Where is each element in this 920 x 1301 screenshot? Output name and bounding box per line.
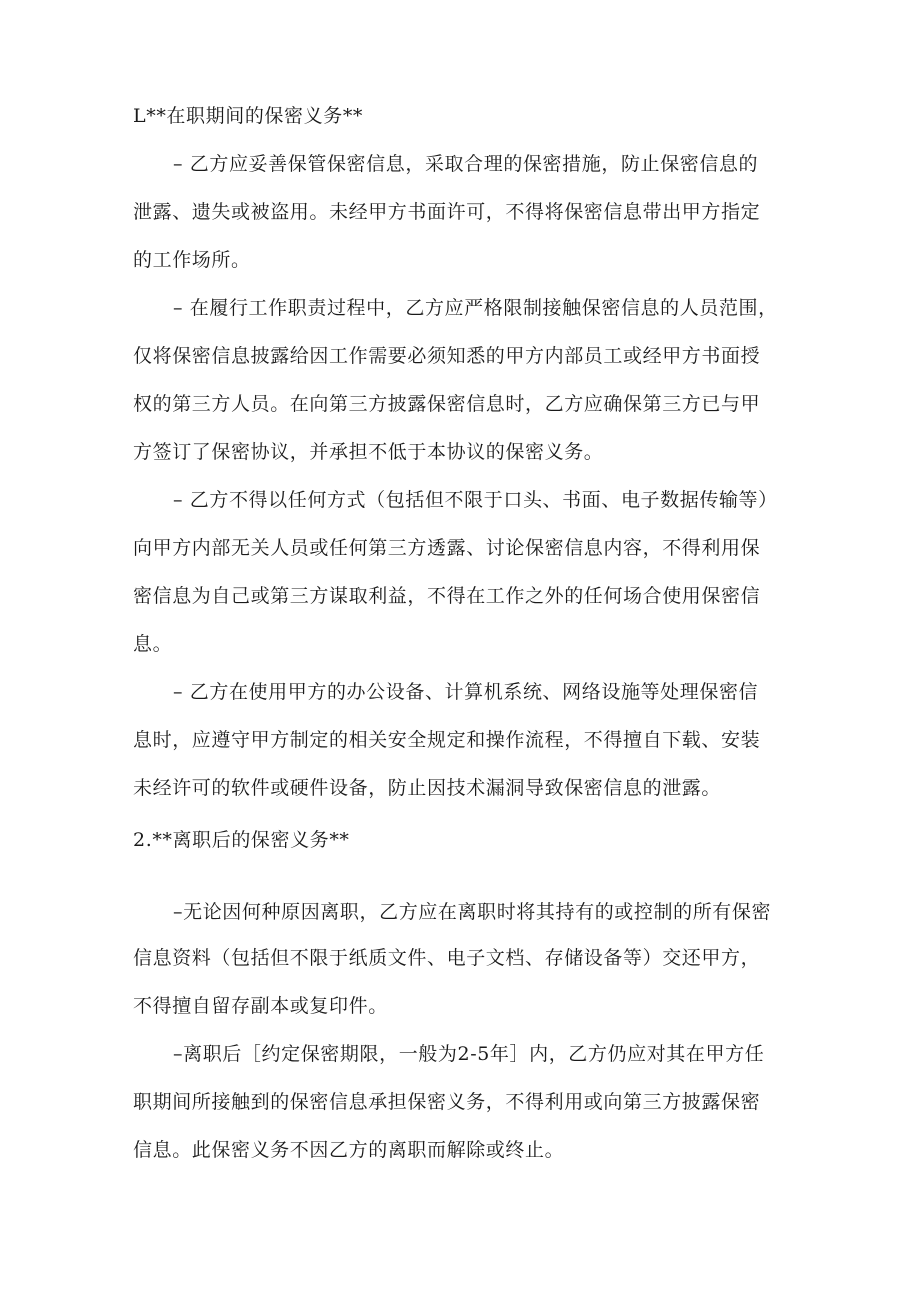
paragraph-line: 仅将保密信息披露给因工作需要必须知悉的甲方内部员工或经甲方书面授 — [133, 345, 761, 367]
paragraph-line: 信息资料（包括但不限于纸质文件、电子文档、存储设备等）交还甲方， — [133, 947, 761, 969]
paragraph-line: – 在履行工作职责过程中，乙方应严格限制接触保密信息的人员范围， — [173, 297, 778, 319]
paragraph-line: 泄露、遗失或被盗用。未经甲方书面许可，不得将保密信息带出甲方指定 — [133, 201, 761, 223]
paragraph-line: 未经许可的软件或硬件设备，防止因技术漏洞导致保密信息的泄露。 — [133, 777, 722, 799]
paragraph-line: 不得擅自留存副本或复印件。 — [133, 995, 388, 1017]
paragraph-line: 的工作场所。 — [133, 249, 251, 271]
paragraph-line: – 乙方应妥善保管保密信息，采取合理的保密措施，防止保密信息的 — [173, 153, 759, 175]
section-heading: L**在职期间的保密义务** — [133, 105, 364, 127]
paragraph-line: 息时，应遵守甲方制定的相关安全规定和操作流程，不得擅自下载、安装 — [133, 729, 761, 751]
paragraph-line: – 乙方在使用甲方的办公设备、计算机系统、网络设施等处理保密信 — [173, 681, 759, 703]
paragraph-line: 信息。此保密义务不因乙方的离职而解除或终止。 — [133, 1139, 565, 1161]
paragraph-line: –无论因何种原因离职，乙方应在离职时将其持有的或控制的所有保密 — [173, 901, 772, 923]
paragraph-line: 权的第三方人员。在向第三方披露保密信息时，乙方应确保第三方已与甲 — [133, 393, 761, 415]
paragraph-line: – 乙方不得以任何方式（包括但不限于口头、书面、电子数据传输等） — [173, 489, 778, 511]
paragraph-line: 密信息为自己或第三方谋取利益，不得在工作之外的任何场合使用保密信 — [133, 585, 761, 607]
paragraph-line: –离职后［约定保密期限，一般为2-5年］内，乙方仍应对其在甲方任 — [173, 1043, 765, 1065]
paragraph-line: 向甲方内部无关人员或任何第三方透露、讨论保密信息内容，不得利用保 — [133, 537, 761, 559]
paragraph-line: 方签订了保密协议，并承担不低于本协议的保密义务。 — [133, 441, 604, 463]
paragraph-line: 息。 — [133, 633, 173, 655]
section-heading: 2.**离职后的保密义务** — [133, 829, 350, 851]
paragraph-line: 职期间所接触到的保密信息承担保密义务，不得利用或向第三方披露保密 — [133, 1091, 761, 1113]
